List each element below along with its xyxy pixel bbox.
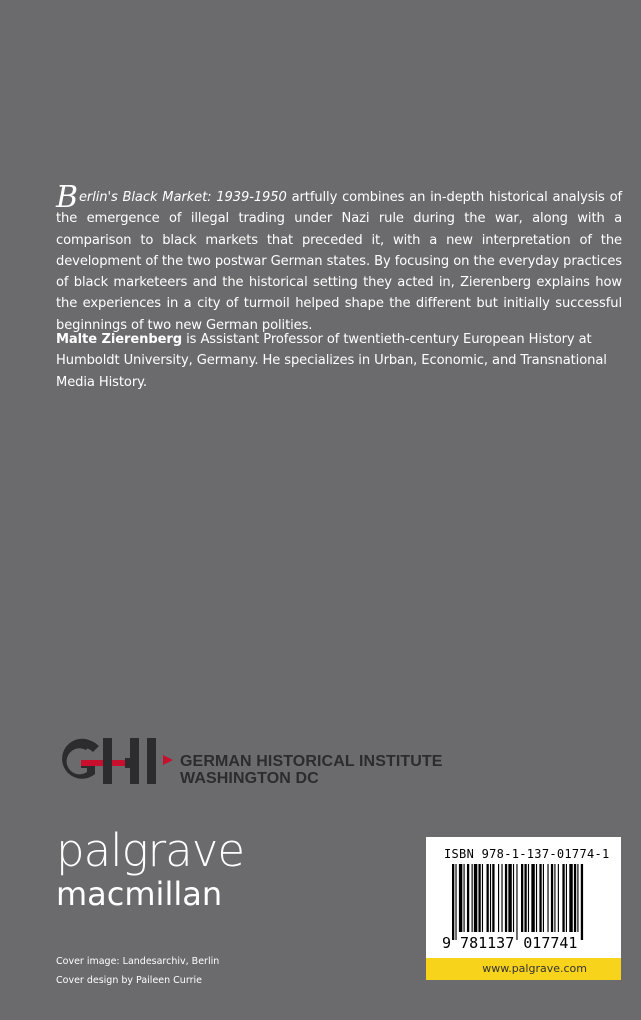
description-text: artfully combines an in-depth historical analysis of the emergence of illegal trading under Nazi rule during the war, along with a comparison to black markets that preceded it, with a new interpretation of the development of the two postwar German states. By focusing on the everyday practices of black marketeers and the historical setting they acted in, Zierenberg explains how the experiences in a city of turmoil helped shape the different but initially successful beginnings of two new German polities. [56, 190, 622, 333]
publisher-name-line1: palgrave [56, 824, 245, 877]
barcode-bar [490, 864, 491, 932]
barcode-bar [452, 864, 454, 940]
website-link[interactable]: www.palgrave.com [482, 962, 587, 975]
barcode-bar [524, 864, 526, 932]
barcode-bar [498, 864, 499, 932]
ghi-name-line2: WASHINGTON DC [180, 770, 319, 787]
author-name: Malte Zierenberg [56, 332, 183, 347]
barcode-bar [574, 864, 576, 932]
barcode-bar [521, 864, 523, 932]
ghi-institute-name [180, 753, 443, 787]
barcode-bar [577, 864, 578, 932]
publisher-name-line2: macmillan [56, 875, 223, 913]
publisher-logo [56, 826, 244, 912]
barcode-bar [536, 864, 537, 932]
barcode-digits: 9 781137 017741 [442, 934, 578, 950]
author-bio [56, 329, 622, 393]
barcode-icon [442, 864, 616, 950]
drop-cap: B [56, 180, 78, 215]
barcode-bar [539, 864, 541, 932]
barcode-bar [531, 864, 534, 932]
barcode-bar [513, 864, 514, 932]
barcode-bar [455, 864, 456, 940]
website-bar [426, 958, 621, 980]
barcode-bar [554, 864, 555, 932]
barcode-bar [492, 864, 494, 932]
barcode-bar [516, 864, 517, 940]
barcode-bar [482, 864, 483, 932]
barcode-bar [487, 864, 489, 932]
barcode-bar [551, 864, 553, 932]
cover-image-credit: Cover image: Landesarchiv, Berlin [56, 956, 220, 967]
barcode-bar [505, 864, 507, 932]
barcode-bar [478, 864, 480, 932]
book-description [56, 180, 622, 336]
book-title-italic: erlin's Black Market: 1939-1950 [78, 190, 287, 205]
barcode-bar [566, 864, 567, 932]
barcode-bar [528, 864, 529, 932]
author-bio-text: is Assistant Professor of twentieth-century European History at Humboldt University, Germany. He specializes in Urban, Economic, and Transnational Media History. [56, 332, 607, 390]
barcode-bar [569, 864, 572, 932]
barcode-bar [581, 864, 583, 940]
barcode-bar [562, 864, 564, 932]
cover-credits [56, 952, 219, 990]
barcode-bar [474, 864, 477, 932]
isbn-label: ISBN 978-1-137-01774-1 [444, 847, 610, 861]
barcode-bar [459, 864, 462, 932]
ghi-name-line1: GERMAN HISTORICAL INSTITUTE [180, 753, 443, 770]
barcode-bar [508, 864, 511, 932]
cover-design-credit: Cover design by Paileen Currie [56, 975, 202, 986]
barcode-bar [501, 864, 502, 932]
barcode-bar [547, 864, 548, 932]
isbn-barcode-box [426, 837, 621, 980]
barcode-bar [464, 864, 465, 932]
barcode-bar [472, 864, 473, 932]
barcode-bar [558, 864, 559, 932]
barcode-bar [543, 864, 544, 932]
barcode-bar [467, 864, 469, 932]
